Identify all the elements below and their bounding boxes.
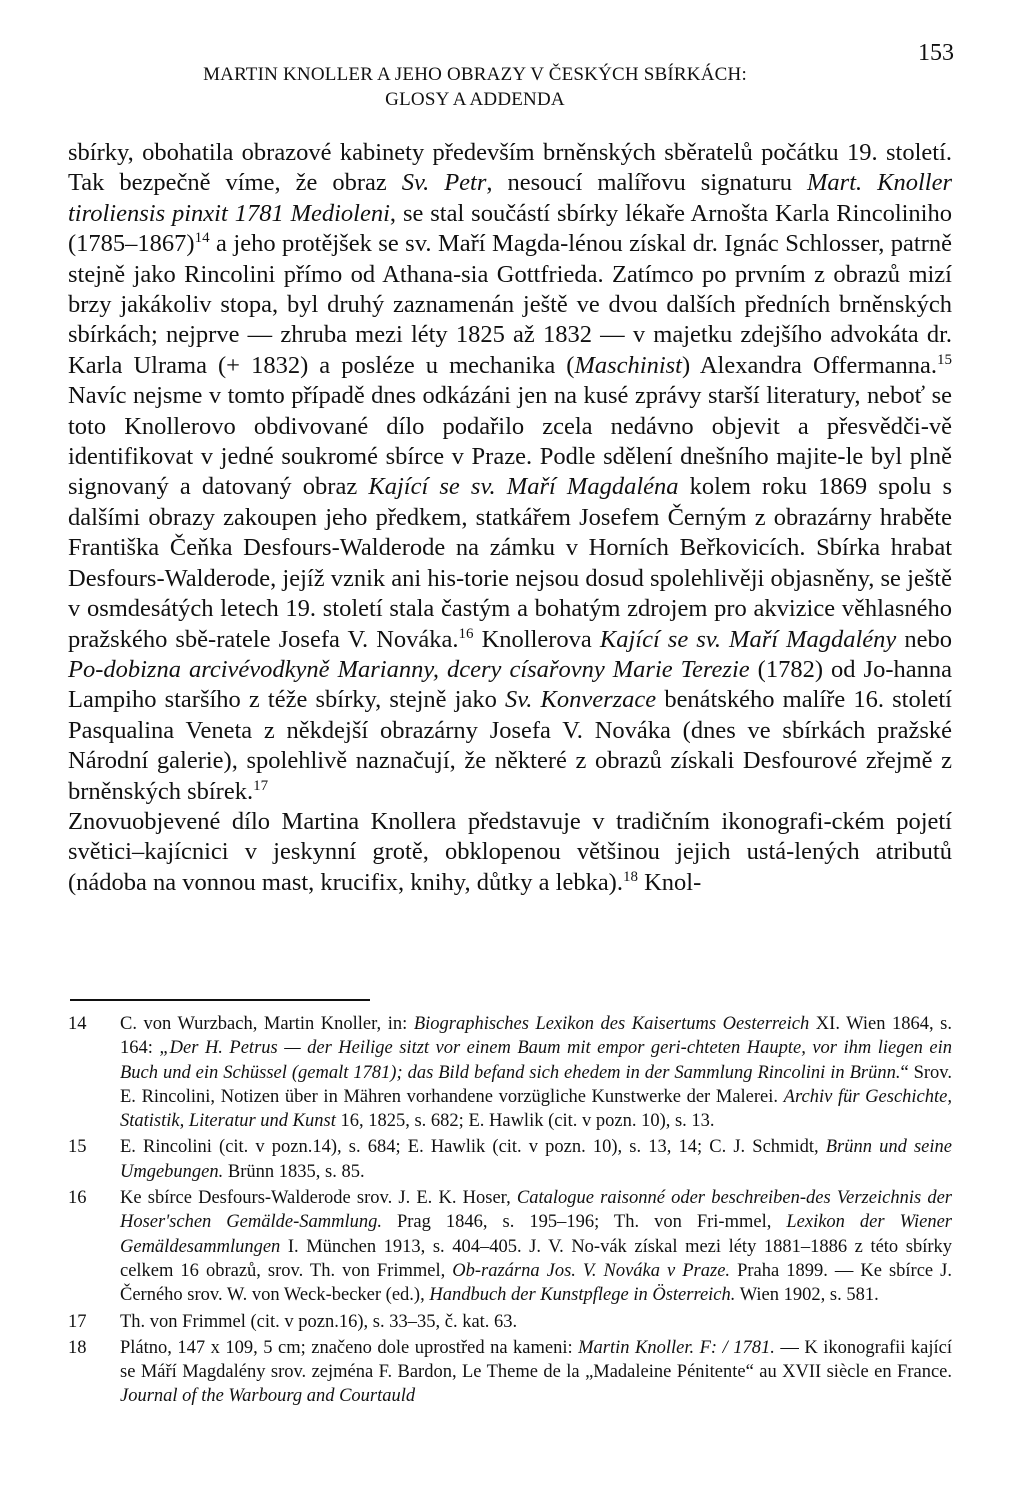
footnotes (68, 1012, 952, 1411)
text-run: XI. Wien 1864, s. 164: (120, 1014, 953, 1059)
italic-run: Catalogue raisonné oder beschreiben-des Verzeichnis der Hoser'schen Gemälde-Sammlung. (120, 1188, 952, 1233)
italic-run: Kající se sv. Maří Magdaléna (368, 473, 679, 501)
text-run: C. von Wurzbach, Martin Knoller, in: (120, 1014, 414, 1034)
text-run: Wien 1902, s. 581. (735, 1285, 879, 1306)
footnote-17 (68, 1310, 952, 1334)
italic-run: Sv. Konverzace (504, 686, 657, 714)
italic-run: Biographisches Lexikon des Kaisertums Oesterreich (413, 1014, 810, 1034)
text-run: a jeho protějšek se sv. Maří Magda-lénou získal dr. Ignác Schlosser, patrně stejně jako Rincolini přímo od Athana-sia Gottfrieda. Zatímco po prvním z obrazů mizí brzy jakákoliv stopa, byl druhý zaznamenán ještě ve dvou dalších předních brněnských sbírkách; nejprve — zhruba mezi léty 1825 až 1832 — v majetku zdejšího advokáta dr. Karla Ulrama (+ 1832) a posléze u mechanika ( (68, 230, 952, 379)
body-text (68, 138, 952, 898)
italic-run: Handbuch der Kunstpflege in Österreich. (429, 1285, 736, 1306)
text-run: Prag 1846, s. 195–196; Th. von Fri-mmel, (381, 1212, 787, 1233)
text-run: Navíc nejsme v tomto případě dnes odkázáni jen na kusé zprávy starší literatury, neboť se toto Knollerovo obdivované dílo podařilo zcela nedávno objevit a přesvědči-vě identifikovat v jedné soukromé sbírce v Praze. Podle sdělení dnešního majite-le byl plně signovaný a datovaný obraz (68, 382, 952, 501)
italic-run: Kající se sv. Maří Magdalény (599, 625, 897, 653)
footnote-number: 16 (68, 1188, 87, 1209)
footnote-14 (68, 1012, 952, 1133)
footnote-text (120, 1012, 952, 1133)
italic-run: Sv. Petr (401, 169, 487, 197)
text-run: 16, 1825, s. 682; E. Hawlik (cit. v pozn. 10), s. 13. (335, 1111, 715, 1132)
text-run: kolem roku 1869 spolu s dalšími obrazy zakoupen jeho předkem, statkářem Josefem Černým z obrazárny hraběte Františka Čeňka Desfours-Walderode na zámku v Horních Beřkovicích. Sbírka hrabat Desfours-Walderode, jejíž vznik ani his-torie nejsou dosud spolehlivěji objasněny, se ještě v osmdesátých letech 19. století stala častým a bohatým zdrojem pro akvizice věhlasného pražského sbě-ratele Josefa V. Nováka. (68, 473, 952, 653)
italic-run: Lexikon der Wiener Gemäldesammlungen (120, 1212, 952, 1257)
text-run: I. München 1913, s. 404–405. J. V. No-vák získal mezi léty 1881–1886 z této sbírky celkem 16 obrazů, srov. Th. von Frimmel, (120, 1236, 952, 1281)
text-run: Praha 1899. — Ke sbírce J. Černého srov. W. von Weck-becker (ed.), (120, 1260, 952, 1306)
footnote-ref-15[interactable]: 15 (937, 351, 952, 368)
text-run: Plátno, 147 x 109, 5 cm; značeno dole uprostřed na kameni: (120, 1337, 579, 1358)
footnote-ref-18[interactable]: 18 (622, 868, 638, 885)
text-run: — K ikonografii kající se Máří Magdalény srov. zejména F. Bardon, Le Theme de la „Madaleine Pénitente“ au XVII siècle en France. (120, 1337, 952, 1383)
running-head-line-1: MARTIN KNOLLER A JEHO OBRAZY V ČESKÝCH SBÍRKÁCH: (203, 64, 747, 85)
footnote-18 (68, 1336, 952, 1409)
footnote-ref-16[interactable]: 16 (458, 625, 474, 642)
text-run: ) Alexandra Offermanna. (681, 351, 937, 379)
text-run: , nesoucí malířovu signaturu (486, 169, 807, 197)
footnote-text (120, 1336, 952, 1409)
footnote-number: 15 (68, 1137, 87, 1158)
italic-run: Brünn und seine Umgebungen. (120, 1137, 952, 1182)
footnote-16 (68, 1186, 952, 1307)
italic-run: Po-dobizna arcivévodkyně Marianny, dcery císařovny Marie Terezie (68, 655, 750, 683)
italic-run: Journal of the Warbourg and Courtauld (120, 1386, 416, 1407)
paragraph-1 (68, 138, 952, 807)
italic-run: „Der H. Petrus — der Heilige sitzt vor einem Baum mit empor geri-chteten Haupte, vor ihm liegen ein Buch und ein Schüssel (gemalt 1781); das Bild befand sich ehedem in der Sammlung Rincolini in Brünn. (120, 1038, 953, 1083)
italic-run: Ob-razárna Jos. V. Nováka v Praze. (452, 1260, 731, 1281)
page-number: 153 (918, 40, 954, 66)
footnote-text (120, 1310, 952, 1334)
footnote-ref-14[interactable]: 14 (194, 230, 210, 247)
text-run: benátského malíře 16. století Pasqualina Veneta z někdejší obrazárny Josefa V. Nováka (dnes ve sbírkách pražské Národní galerie), spolehlivě naznačují, že některé z obrazů získali Desfourové zřejmě z brněnských sbírek. (68, 686, 952, 805)
footnote-number: 18 (68, 1337, 87, 1358)
text-run: Znovuobjevené dílo Martina Knollera představuje v tradičním ikonografi-ckém pojetí světici–kajícnici v jeskynní grotě, obklopenou většinou jejich ustá-lených atributů (nádoba na vonnou mast, krucifix, knihy, důtky a lebka). (68, 807, 952, 896)
footnote-number: 17 (68, 1311, 87, 1332)
footnote-text (120, 1135, 952, 1184)
footnote-number: 14 (68, 1014, 87, 1034)
text-run: nebo (896, 625, 952, 653)
text-run: Ke sbírce Desfours-Walderode srov. J. E. K. Hoser, (120, 1188, 517, 1209)
text-run: (1782) od Jo-hanna Lampiho staršího z téže sbírky, stejně jako (68, 655, 952, 714)
italic-run: Maschinist (574, 351, 682, 379)
italic-run: Mart. Knoller tiroliensis pinxit 1781 Medioleni (68, 169, 952, 227)
footnote-divider (70, 999, 370, 1001)
text-run: Knol- (637, 868, 702, 896)
italic-run: Archiv für Geschichte, Statistik, Literatur und Kunst (120, 1086, 952, 1132)
text-run: Brünn 1835, s. 85. (223, 1161, 365, 1182)
running-head-line-2: GLOSY A ADDENDA (385, 89, 565, 110)
footnote-text (120, 1186, 952, 1307)
footnote-ref-17[interactable]: 17 (253, 777, 269, 794)
text-run: , se stal součástí sbírky lékaře Arnošta Karla Rincoliniho (1785–1867) (68, 199, 952, 258)
text-run: “ Srov. E. Rincolini, Notizen über in Mähren vorhandene vorzügliche Kunstwerke der Malerei. (120, 1062, 952, 1107)
running-head (150, 62, 800, 112)
text-run: E. Rincolini (cit. v pozn.14), s. 684; E. Hawlik (cit. v pozn. 10), s. 13, 14; C. J. Schmidt, (120, 1137, 826, 1158)
footnote-15 (68, 1135, 952, 1184)
text-run: Knollerova (473, 625, 600, 653)
text-run: sbírky, obohatila obrazové kabinety především brněnských sběratelů počátku 19. století. Tak bezpečně víme, že obraz (68, 139, 952, 197)
italic-run: Martin Knoller. F: / 1781. (578, 1337, 775, 1358)
paragraph-2 (68, 807, 952, 898)
text-run: Th. von Frimmel (cit. v pozn.16), s. 33–35, č. kat. 63. (120, 1311, 518, 1332)
